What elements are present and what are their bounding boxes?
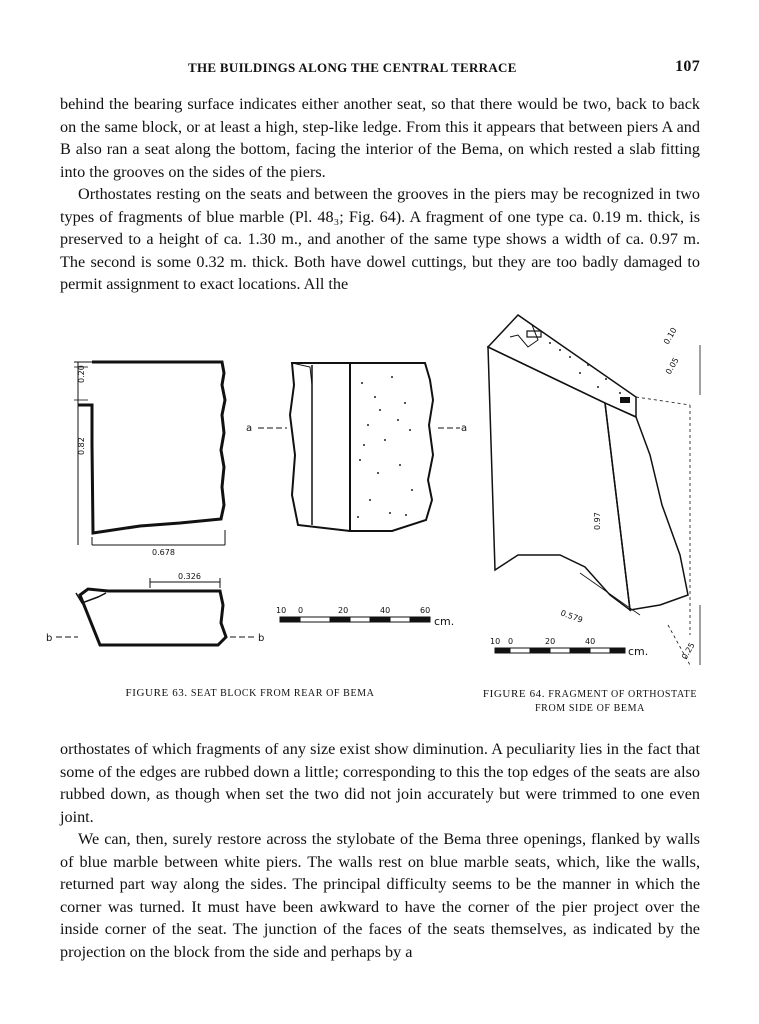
paragraph-4: We can, then, surely restore across the stylobate of the Bema three openings, flanked by walls of blue marble between white piers. The walls rest on blue marble seats, which, like the walls, returned part way along the sides. The principal difficulty seems to be the manner in which the corner was turned. It must have been awkward to have the corner of the pier project over the inside corner of the seat. The junction of the faces of the seats themselves, as indicated by the projection on the block from the side and perhaps by a <box>60 830 700 961</box>
figure64-scale-bar <box>495 648 625 653</box>
fig63-dim-height: 0.82 <box>77 437 86 455</box>
figure63-elevation <box>74 362 225 545</box>
figure63-caption-number: FIGURE 63. <box>125 687 188 699</box>
figures-drawing <box>40 305 730 725</box>
fig63-section-a-left: a <box>246 423 253 434</box>
fig63-dim-height-top: 0.20 <box>77 365 86 383</box>
fig64-dim-b: 0.05 <box>663 356 681 376</box>
figure63-plan <box>56 578 255 645</box>
fig63-scale-label-2: 20 <box>338 606 349 615</box>
body-text-top <box>60 93 700 296</box>
figure63-caption <box>90 687 410 699</box>
paragraph-3: orthostates of which fragments of any size exist show diminution. A peculiarity lies in the fact that some of the edges are rubbed down a little; corresponding to this the top edges of the seats are also rubbed down, as though when set the two did not join accurately but were trimmed to one even joint. <box>60 740 700 826</box>
fig63-scale-unit: cm. <box>434 615 455 628</box>
fig63-dim-top: 0.326 <box>178 572 201 581</box>
figure63-side <box>258 363 460 531</box>
paragraph-1: behind the bearing surface indicates either another seat, so that there would be two, back to back on the same block, or at least a high, step-like ledge. From this it appears that between piers A and B also ran a seat along the bottom, facing the interior of the Bema, on which rested a slab fitting into the grooves on the sides of the piers. <box>60 95 700 181</box>
fig64-dim-a: 0.10 <box>661 326 679 346</box>
page-number: 107 <box>675 58 700 75</box>
figure64-caption-line1: FRAGMENT OF ORTHOSTATE <box>548 689 698 700</box>
fig64-scale-label-0: 10 <box>490 637 501 646</box>
fig63-dim-width: 0.678 <box>152 548 175 557</box>
figure63-caption-text: SEAT BLOCK FROM REAR OF BEMA <box>190 688 375 699</box>
fig64-scale-unit: cm. <box>628 645 649 658</box>
fig64-scale-label-3: 40 <box>585 637 596 646</box>
figure64-caption-number: FIGURE 64. <box>482 688 546 700</box>
running-title: THE BUILDINGS ALONG THE CENTRAL TERRACE <box>188 60 517 75</box>
fig64-scale-label-2: 20 <box>545 637 556 646</box>
fig63-scale-label-4: 60 <box>420 606 431 615</box>
figure64-caption <box>470 687 710 716</box>
fig63-section-b-right: b <box>258 633 265 644</box>
running-head <box>60 60 700 80</box>
figures-area <box>40 305 730 725</box>
fig64-dim-height: 0.97 <box>593 512 602 530</box>
figure64-caption-line2: FROM SIDE OF BEMA <box>535 703 645 714</box>
fig63-scale-label-3: 40 <box>380 606 391 615</box>
fig63-scale-label-0: 10 <box>276 606 287 615</box>
fig63-scale-label-1: 0 <box>298 606 304 615</box>
fig64-scale-label-1: 0 <box>508 637 514 646</box>
fig64-dim-depth: 0.25 <box>679 641 697 661</box>
fig63-section-b-left: b <box>46 633 53 644</box>
fig64-dim-width: 0.579 <box>559 608 584 625</box>
figure63-scale-bar <box>280 617 430 622</box>
body-text-bottom <box>60 738 700 963</box>
fig63-section-a-right: a <box>461 423 468 434</box>
paragraph-2: Orthostates resting on the seats and between the grooves in the piers may be recognized in two types of fragments of blue marble (Pl. 48₃; Fig. 64). A fragment of one type ca. 0.19 m. thick, is preserved to a height of ca. 1.30 m., and another of the same type shows a width of ca. 0.97 m. The second is some 0.32 m. thick. Both have dowel cuttings, but they are too badly damaged to permit assignment to exact locations. All the <box>60 185 700 293</box>
